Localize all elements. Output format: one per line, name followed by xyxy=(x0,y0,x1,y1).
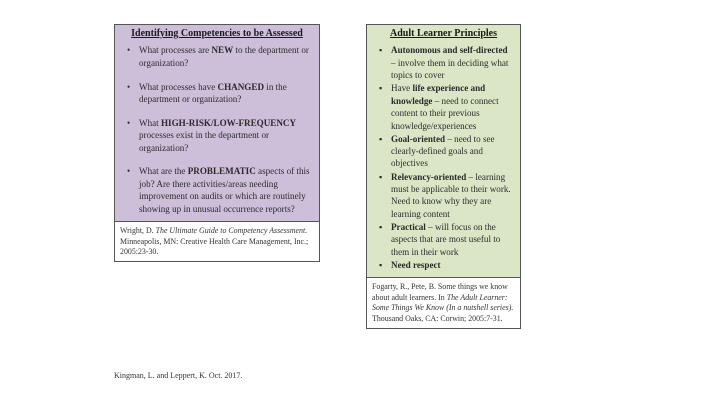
principle-item xyxy=(373,171,514,221)
principle-item-text: Autonomous and self-directed xyxy=(391,45,508,56)
footer-credit: Kingman, L. and Leppert, K. Oct. 2017. xyxy=(114,371,243,380)
competency-item-text: to the department or organization? xyxy=(139,45,309,68)
principle-item-text: Goal-oriented xyxy=(391,133,446,144)
principle-item-text: Need respect xyxy=(391,259,441,270)
bullet-icon: ▪ xyxy=(379,171,383,182)
competency-item xyxy=(121,81,313,106)
competency-item-text: CHANGED xyxy=(217,81,265,92)
principle-item-text: – learning must be applicable to their work. Need to know why they are learning content xyxy=(391,171,511,219)
competency-item-text: What are the xyxy=(139,166,188,177)
citation-text: The Adult Learner: Some Things We Know (In a nutshell series). xyxy=(372,292,514,313)
bullet-icon: ▪ xyxy=(379,259,383,270)
principle-item xyxy=(373,133,514,170)
competency-item-text: processes exist in the department or organization? xyxy=(139,130,270,153)
citation-text: Fogarty, R., Pete, B. Some things we know about adult learners. In xyxy=(372,282,508,302)
competencies-box xyxy=(114,24,320,262)
citation-text: Thousand Oaks, CA: Corwin; 2005:7-31. xyxy=(372,313,503,323)
bullet-icon: ▪ xyxy=(379,83,383,94)
adult-learner-box xyxy=(366,24,521,329)
citation-text: The Ultimate Guide to Competency Assessment. xyxy=(155,226,308,236)
bullet-icon: • xyxy=(127,166,131,177)
competency-item-text: What processes have xyxy=(139,81,218,92)
adult-learner-citation xyxy=(367,277,520,327)
bullet-icon: ▪ xyxy=(379,45,383,56)
principle-item-text: – need to see clearly-defined goals and objectives xyxy=(391,133,495,169)
competency-item-text: What xyxy=(139,117,161,128)
principle-item-text: life experience and knowledge xyxy=(391,83,486,106)
bullet-icon: • xyxy=(127,117,131,128)
competencies-body xyxy=(115,25,319,221)
bullet-icon: • xyxy=(127,81,131,92)
principle-item-text: – involve them in deciding what topics to cover xyxy=(391,57,509,81)
competencies-citation xyxy=(115,221,319,261)
competency-item-text: HIGH-RISK/LOW-FREQUENCY xyxy=(160,117,297,128)
competency-item-text: NEW xyxy=(211,45,234,56)
principle-item xyxy=(373,221,514,258)
principle-item-text: – need to connect content to their previous knowledge/experiences xyxy=(391,95,499,131)
principle-item xyxy=(373,82,514,132)
principle-item-text: – will focus on the aspects that are most useful to them in their work xyxy=(391,221,501,257)
principle-item-text: Practical xyxy=(391,221,426,232)
competency-item xyxy=(121,44,313,69)
competency-item-text: in the department or organization? xyxy=(139,81,287,105)
bullet-icon: ▪ xyxy=(379,221,383,232)
bullet-icon: • xyxy=(127,45,131,56)
competency-item-text: What processes are xyxy=(139,45,212,56)
competency-item xyxy=(121,117,313,154)
principle-item xyxy=(373,259,514,271)
principle-item xyxy=(373,44,514,81)
competencies-list xyxy=(121,44,313,215)
citation-text: Minneapolis, MN: Creative Health Care Management, Inc.; 2005:23-30. xyxy=(120,236,309,257)
citation-text: Wright, D. xyxy=(120,226,156,236)
adult-learner-body xyxy=(367,25,520,277)
principle-item-text: Relevancy-oriented xyxy=(391,171,467,182)
competencies-title: Identifying Competencies to be Assessed xyxy=(131,28,303,39)
adult-learner-list xyxy=(373,44,514,271)
adult-learner-title: Adult Learner Principles xyxy=(389,28,498,39)
competency-item-text: PROBLEMATIC xyxy=(187,166,256,177)
competency-item xyxy=(121,165,313,215)
bullet-icon: ▪ xyxy=(379,133,383,144)
principle-item-text: Have xyxy=(391,83,413,94)
competency-item-text: aspects of this job? Are there activities/areas needing improvement on audits or which are routinely showing up in unusual occurrence reports? xyxy=(139,166,310,214)
